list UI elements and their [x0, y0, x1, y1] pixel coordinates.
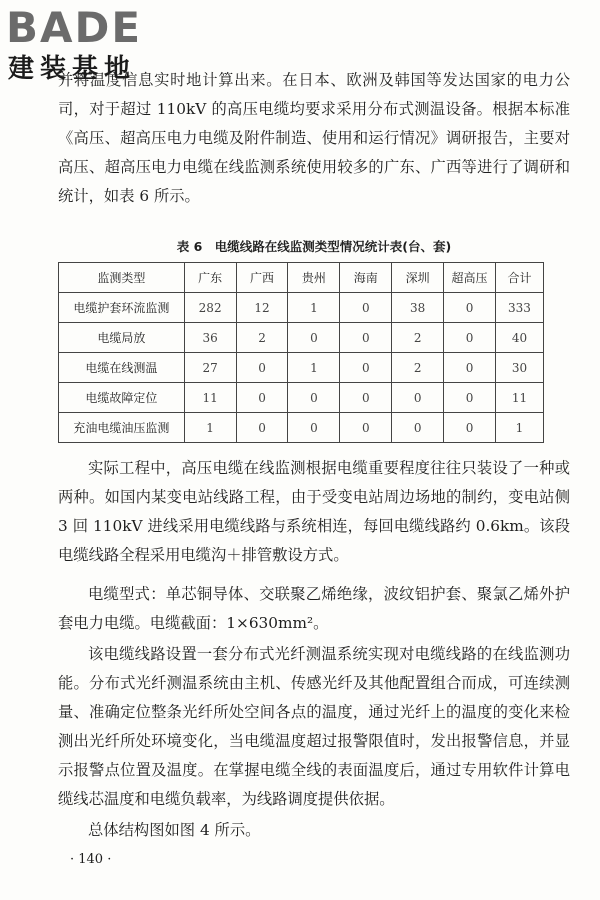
table-cell: 0 — [340, 413, 392, 443]
table-header-cell: 超高压 — [444, 263, 496, 293]
table-cell: 0 — [444, 353, 496, 383]
table-cell: 0 — [392, 413, 444, 443]
table-cell: 0 — [392, 383, 444, 413]
table-cell: 2 — [392, 353, 444, 383]
table-row — [59, 413, 544, 443]
table-cell: 0 — [340, 383, 392, 413]
table-cell: 2 — [392, 323, 444, 353]
table-cell: 0 — [340, 323, 392, 353]
table-cell: 40 — [495, 323, 543, 353]
table-header-row — [59, 263, 544, 293]
table-cell: 0 — [340, 353, 392, 383]
table-cell: 0 — [288, 323, 340, 353]
table-cell: 27 — [184, 353, 236, 383]
table-caption: 表 6 电缆线路在线监测类型情况统计表(台、套) — [176, 239, 452, 254]
page-number: · 140 · — [70, 852, 112, 867]
table-cell: 1 — [184, 413, 236, 443]
table-header-cell: 合计 — [495, 263, 543, 293]
table-header-cell: 贵州 — [288, 263, 340, 293]
monitoring-system-paragraph: 该电缆线路设置一套分布式光纤测温系统实现对电缆线路的在线监测功能。分布式光纤测温系统由主机、传感光纤及其他配置组合而成，可连续测量、准确定位整条光纤所处空间各点的温度，通过光纤上的温度的变化来检测出光纤所处环境变化，当电缆温度超过报警限值时，发出报警信息，并显示报警点位置及温度。在掌握电缆全线的表面温度后，通过专用软件计算电缆线芯温度和电缆负载率，为线路调度提供依据。 — [58, 645, 570, 808]
structure-paragraph: 总体结构图如图 4 所示。 — [88, 821, 261, 839]
table-cell: 0 — [288, 413, 340, 443]
table-cell: 38 — [392, 293, 444, 323]
table-cell: 1 — [288, 293, 340, 323]
table-header-cell: 监测类型 — [59, 263, 185, 293]
table-row — [59, 353, 544, 383]
cable-type-paragraph: 电缆型式：单芯铜导体、交联聚乙烯绝缘，波纹铝护套、聚氯乙烯外护套电力电缆。电缆截面：1×630mm²。 — [58, 585, 570, 632]
table-cell: 11 — [184, 383, 236, 413]
table-row — [59, 323, 544, 353]
table-cell: 0 — [340, 293, 392, 323]
table-cell: 11 — [495, 383, 543, 413]
table-cell: 0 — [444, 293, 496, 323]
monitoring-stats-table — [58, 262, 544, 443]
table-cell: 电缆故障定位 — [59, 383, 185, 413]
table-cell: 充油电缆油压监测 — [59, 413, 185, 443]
table-row — [59, 383, 544, 413]
table-cell: 0 — [444, 413, 496, 443]
table-cell: 12 — [236, 293, 288, 323]
table-cell: 电缆局放 — [59, 323, 185, 353]
table-cell: 282 — [184, 293, 236, 323]
engineering-paragraph: 实际工程中，高压电缆在线监测根据电缆重要程度往往只装设了一种或两种。如国内某变电站线路工程，由于受变电站周边场地的制约，变电站侧 3 回 110kV 进线采用电缆线路与系统相连，每回电缆线路约 0.6km。该段电缆线路全程采用电缆沟＋排管敷设方式。 — [58, 459, 570, 564]
table-cell: 0 — [444, 323, 496, 353]
table-cell: 0 — [236, 353, 288, 383]
logo-brand: BADE — [6, 3, 143, 52]
table-cell: 1 — [495, 413, 543, 443]
table-header-cell: 海南 — [340, 263, 392, 293]
table-cell: 30 — [495, 353, 543, 383]
table-cell: 1 — [288, 353, 340, 383]
table-header-cell: 广西 — [236, 263, 288, 293]
table-cell: 0 — [236, 383, 288, 413]
table-header-cell: 深圳 — [392, 263, 444, 293]
table-cell: 电缆在线测温 — [59, 353, 185, 383]
intro-paragraph: 并将温度信息实时地计算出来。在日本、欧洲及韩国等发达国家的电力公司，对于超过 110kV 的高压电缆均要求采用分布式测温设备。根据本标准《高压、超高压电力电缆及附件制造、使用和运行情况》调研报告，主要对高压、超高压电力电缆在线监测系统使用较多的广东、广西等进行了调研和统计，如表 6 所示。 — [58, 71, 570, 205]
table-cell: 2 — [236, 323, 288, 353]
table-cell: 0 — [288, 383, 340, 413]
table-cell: 36 — [184, 323, 236, 353]
table-cell: 0 — [236, 413, 288, 443]
table-cell: 电缆护套环流监测 — [59, 293, 185, 323]
table-cell: 0 — [444, 383, 496, 413]
table-cell: 333 — [495, 293, 543, 323]
logo-subtitle: 建装基地 — [8, 54, 137, 84]
table-header-cell: 广东 — [184, 263, 236, 293]
table-row — [59, 293, 544, 323]
